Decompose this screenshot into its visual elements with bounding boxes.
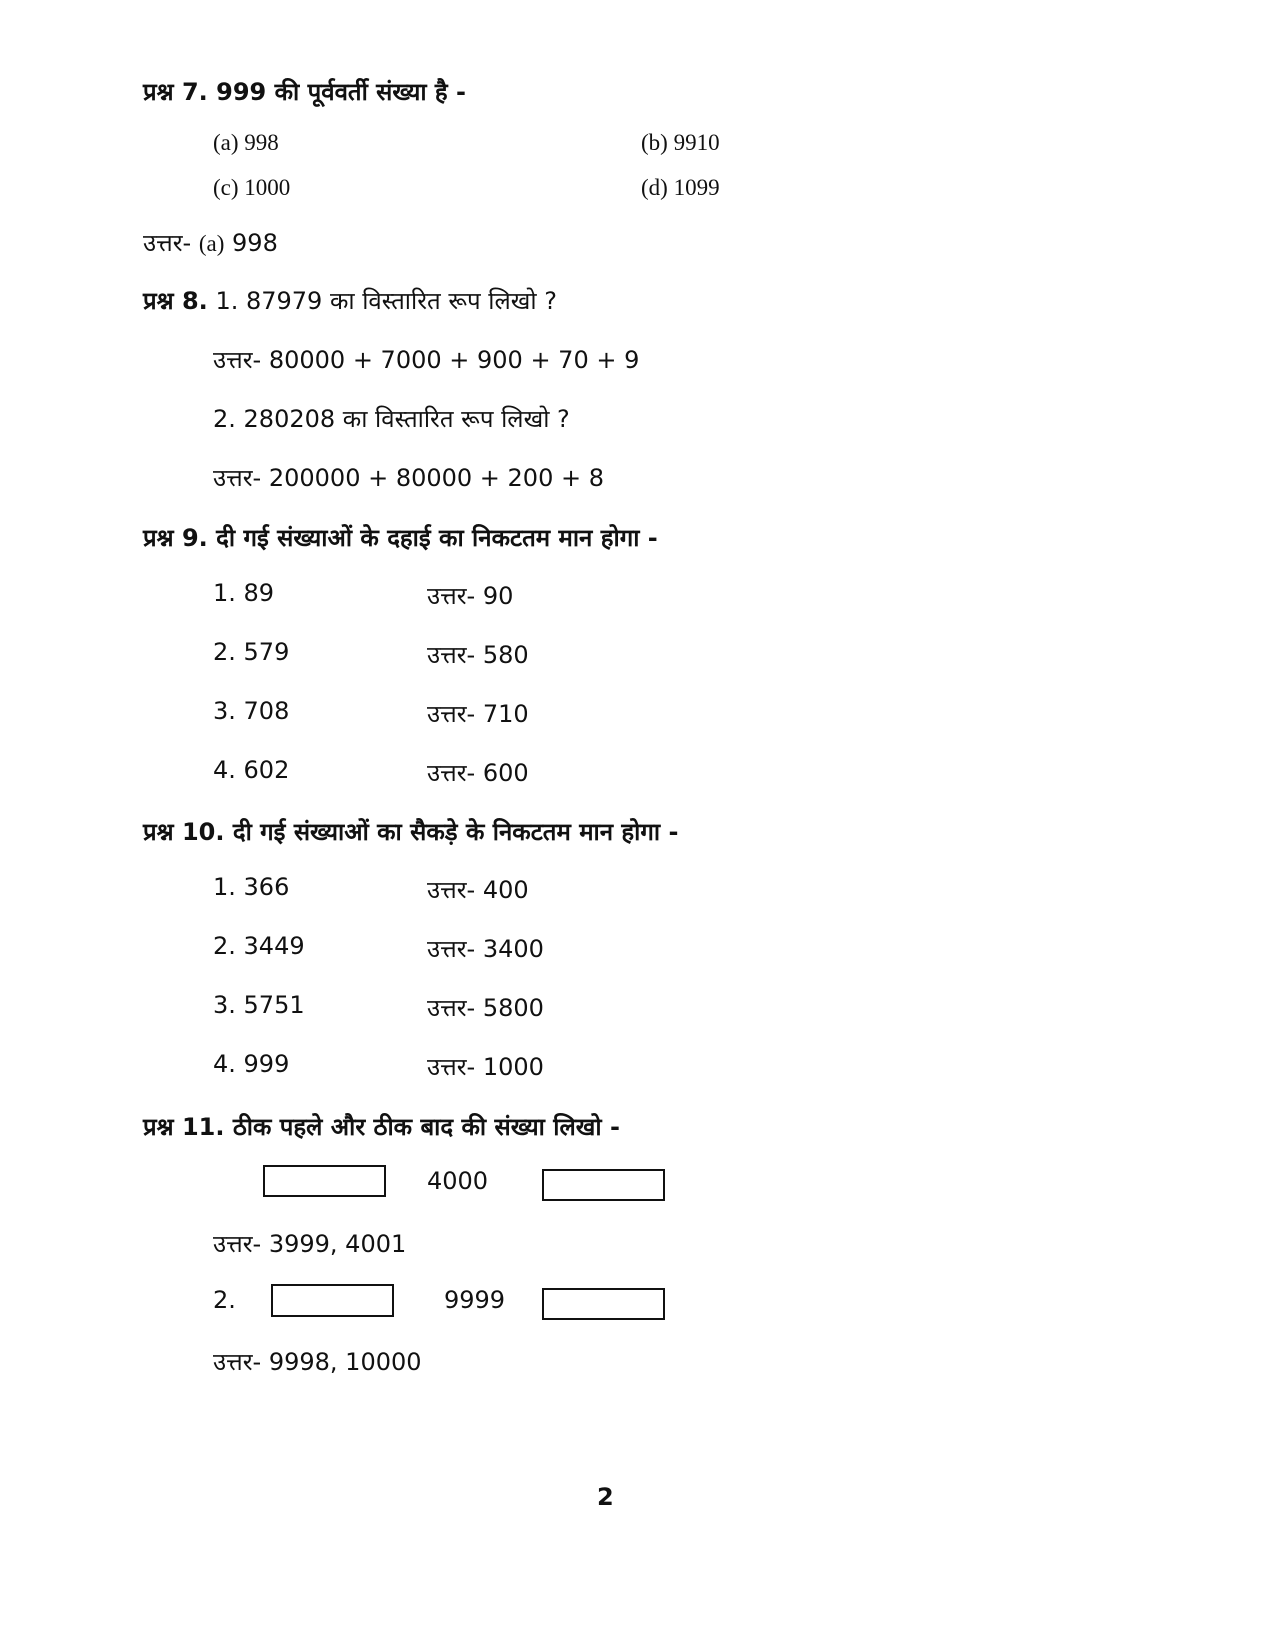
q9-answer-1: उत्तर- 90 bbox=[427, 582, 514, 610]
q11-ex1-number: 4000 bbox=[427, 1167, 489, 1195]
q8-part1: 1. 87979 का विस्तारित रूप लिखो ? bbox=[215, 287, 557, 315]
q11-ex2-after-box[interactable] bbox=[542, 1288, 665, 1320]
q9-item-4: 4. 602 bbox=[213, 756, 290, 784]
q7-answer bbox=[143, 226, 278, 259]
q7-option-c: (c) 1000 bbox=[213, 175, 291, 200]
q11-title: प्रश्न 11. ठीक पहले और ठीक बाद की संख्या लिखो - bbox=[143, 1113, 620, 1141]
q11-answer1: उत्तर- 3999, 4001 bbox=[213, 1230, 407, 1258]
q8-part2: 2. 280208 का विस्तारित रूप लिखो ? bbox=[213, 405, 570, 433]
q11-ex1-before-box[interactable] bbox=[263, 1165, 386, 1197]
q9-answer-2: उत्तर- 580 bbox=[427, 641, 529, 669]
q10-item-4: 4. 999 bbox=[213, 1050, 290, 1078]
q7-option-d: (d) 1099 bbox=[641, 175, 720, 200]
q7-option-a: (a) 998 bbox=[213, 130, 279, 155]
q11-ex2-number: 9999 bbox=[444, 1286, 506, 1314]
q8-part1-line bbox=[143, 284, 557, 317]
q11-answer2: उत्तर- 9998, 10000 bbox=[213, 1348, 422, 1376]
q8-label: प्रश्न 8. bbox=[143, 287, 208, 315]
q10-answer-3: उत्तर- 5800 bbox=[427, 994, 544, 1022]
q9-answer-3: उत्तर- 710 bbox=[427, 700, 529, 728]
q9-item-2: 2. 579 bbox=[213, 638, 290, 666]
q7-answer-prefix: उत्तर- bbox=[143, 229, 192, 257]
q7-option-b: (b) 9910 bbox=[641, 130, 720, 155]
q8-answer1: उत्तर- 80000 + 7000 + 900 + 70 + 9 bbox=[213, 346, 640, 374]
q9-item-3: 3. 708 bbox=[213, 697, 290, 725]
q10-item-1: 1. 366 bbox=[213, 873, 290, 901]
q9-item-1: 1. 89 bbox=[213, 579, 275, 607]
q11-ex1-after-box[interactable] bbox=[542, 1169, 665, 1201]
q10-item-3: 3. 5751 bbox=[213, 991, 305, 1019]
page-number: 2 bbox=[597, 1483, 614, 1511]
q10-answer-2: उत्तर- 3400 bbox=[427, 935, 544, 963]
q10-title: प्रश्न 10. दी गई संख्याओं का सैकड़े के निकटतम मान होगा - bbox=[143, 818, 679, 846]
q7-answer-option: (a) bbox=[198, 231, 225, 256]
q7-title: प्रश्न 7. 999 की पूर्ववर्ती संख्या है - bbox=[143, 78, 466, 106]
q8-answer2: उत्तर- 200000 + 80000 + 200 + 8 bbox=[213, 464, 604, 492]
q10-answer-1: उत्तर- 400 bbox=[427, 876, 529, 904]
q11-ex2-label: 2. bbox=[213, 1286, 236, 1314]
q11-ex2-before-box[interactable] bbox=[271, 1284, 394, 1317]
q9-title: प्रश्न 9. दी गई संख्याओं के दहाई का निकटतम मान होगा - bbox=[143, 524, 658, 552]
q10-item-2: 2. 3449 bbox=[213, 932, 305, 960]
q7-answer-value: 998 bbox=[232, 229, 278, 257]
q9-answer-4: उत्तर- 600 bbox=[427, 759, 529, 787]
q10-answer-4: उत्तर- 1000 bbox=[427, 1053, 544, 1081]
